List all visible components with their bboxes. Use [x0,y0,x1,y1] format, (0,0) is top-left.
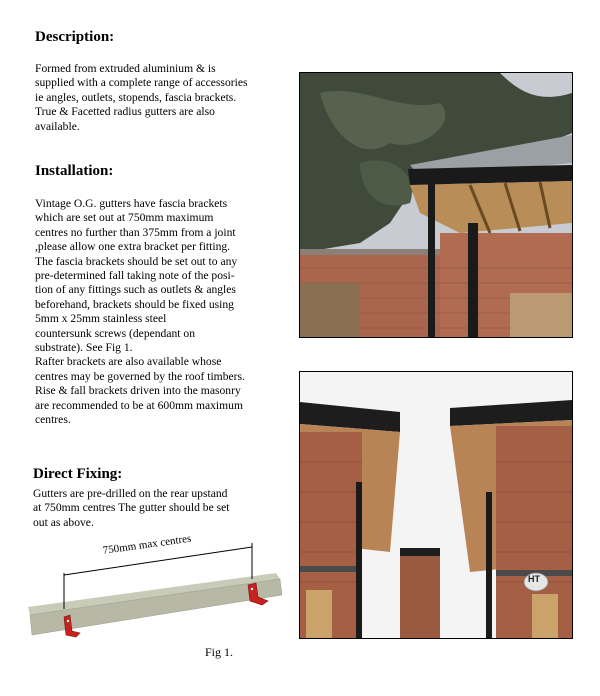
direct-fixing-heading: Direct Fixing: [33,466,123,482]
photo-gutter-corner-image [300,73,572,337]
text-line: Formed from extruded aluminium & is [35,62,216,75]
text-line: The fascia brackets should be set out to any [35,254,238,268]
text-line: Gutters are pre-drilled on the rear upstand [33,487,228,500]
description-paragraph [35,62,288,134]
text-line: at 750mm centres The gutter should be set [33,501,230,515]
text-line: are recommended to be at 600mm maximum [35,398,243,412]
text-line: available. [35,119,80,133]
text-line: out as above. [33,515,94,529]
text-line: beforehand, brackets should be fixed using [35,297,234,311]
installation-heading: Installation: [35,163,114,179]
text-line: which are set out at 750mm maximum [35,211,214,225]
text-line: Rise & fall brackets driven into the masonry [35,384,241,398]
dimension-line [64,547,252,575]
text-line: countersunk screws (dependant on [35,326,196,340]
text-line: ie angles, outlets, stopends, fascia brackets. [35,90,237,104]
direct-fixing-paragraph [33,487,293,530]
text-line: ,please allow one extra bracket per fitting. [35,240,231,254]
text-line: centres may be governed by the roof timbers. [35,369,245,383]
text-line: Vintage O.G. gutters have fascia brackets [35,197,228,210]
figure-caption: Fig 1. [205,645,234,659]
description-heading: Description: [35,29,115,45]
text-line: True & Facetted radius gutters are also [35,105,215,119]
text-line: Rafter brackets are also available whose [35,355,222,369]
text-line: supplied with a complete range of accessories [35,76,248,90]
photo-gutter-corner [299,72,573,338]
text-line: centres. [35,413,71,427]
text-line: tion of any fittings such as outlets & angles [35,283,236,297]
text-line: centres no further than 375mm from a joint [35,225,236,239]
text-line: pre-determined fall taking note of the posi- [35,269,235,283]
dimension-label: 750mm max centres [102,532,193,557]
fascia-bracket-diagram [20,532,295,645]
photo-gutter-alley [299,371,573,639]
text-line: 5mm x 25mm stainless steel [35,312,167,326]
installation-paragraph [35,197,288,428]
text-line: substrate). See Fig 1. [35,341,133,355]
photo-gutter-alley-image [300,372,572,638]
sign-text: HT [528,574,540,584]
